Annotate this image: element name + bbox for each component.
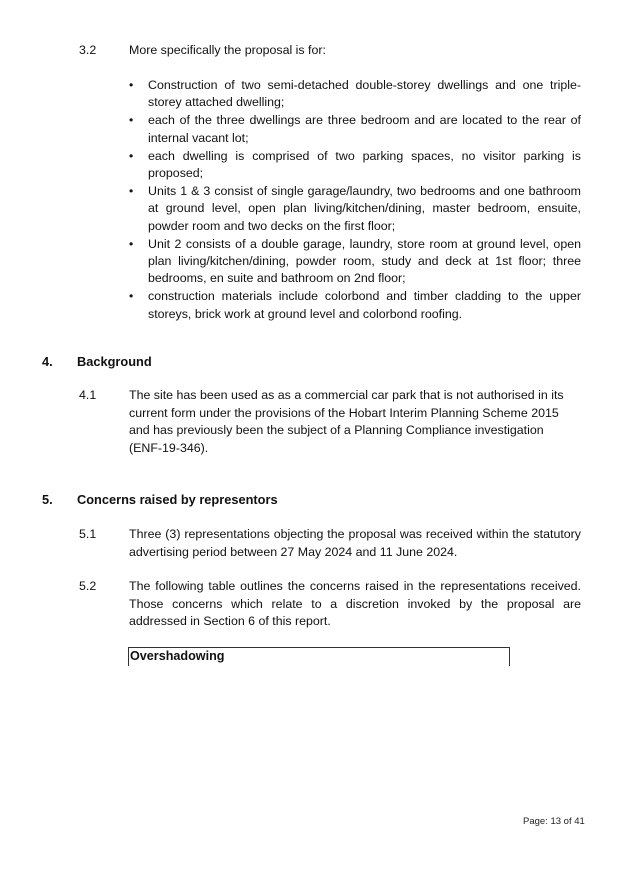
bullet-icon: •	[129, 78, 134, 92]
bullet-icon: •	[129, 113, 134, 128]
para-5-2-text: The following table outlines the concerns raised in the representations received. Those concerns which relate to a discretion invoked by the proposal are addressed in Section 6 of this report.	[129, 579, 581, 628]
section-3-2-number: 3.2	[79, 43, 97, 57]
list-item: • Unit 2 consists of a double garage, laundry, store room at ground level, open plan living/kitchen/dining, powder room, study and deck at 1st floor; three bedrooms, en suite and bathroom on 2nd floor;	[129, 236, 581, 286]
proposal-bullet-list	[129, 77, 581, 324]
section-5-number: 5.	[42, 492, 53, 507]
para-5-1-number: 5.1	[79, 527, 97, 541]
bullet-icon: •	[129, 148, 134, 163]
bullet-icon: •	[129, 183, 134, 198]
list-item: • each dwelling is comprised of two parking spaces, no visitor parking is proposed;	[129, 148, 581, 181]
list-item: • Units 1 & 3 consist of single garage/laundry, two bedrooms and one bathroom at ground level, open plan living/kitchen/dining, master bedroom, ensuite, powder room and two decks on the first floor;	[129, 183, 581, 233]
bullet-icon: •	[129, 289, 134, 304]
list-item: • each of the three dwellings are three bedroom and are located to the rear of internal vacant lot;	[129, 113, 581, 145]
para-5-1-text: Three (3) representations objecting the proposal was received within the statutory advertising period between 27 May 2024 and 11 June 2024.	[129, 527, 581, 559]
section-4-title: Background	[77, 354, 152, 369]
table-header-overshadowing: Overshadowing	[130, 649, 225, 663]
list-item: • Construction of two semi-detached double-storey dwellings and one triple-storey attached dwelling;	[129, 78, 581, 110]
page-number-footer: Page: 13 of 41	[523, 816, 585, 827]
bullet-icon: •	[129, 236, 134, 251]
section-4-number: 4.	[42, 354, 53, 369]
para-4-1-number: 4.1	[79, 388, 97, 402]
para-5-2-number: 5.2	[79, 579, 97, 593]
concerns-table	[128, 647, 510, 666]
list-item: • construction materials include colorbond and timber cladding to the upper storeys, brick work at ground level and colorbond roofing.	[129, 289, 581, 321]
section-5-title: Concerns raised by representors	[77, 492, 278, 507]
section-3-2-intro: More specifically the proposal is for:	[129, 43, 326, 57]
para-4-1-text: The site has been used as as a commercial car park that is not authorised in its current form under the provisions of the Hobart Interim Planning Scheme 2015 and has previously been the subject of a Planning Compliance investigation (ENF-19-346).	[129, 388, 564, 455]
